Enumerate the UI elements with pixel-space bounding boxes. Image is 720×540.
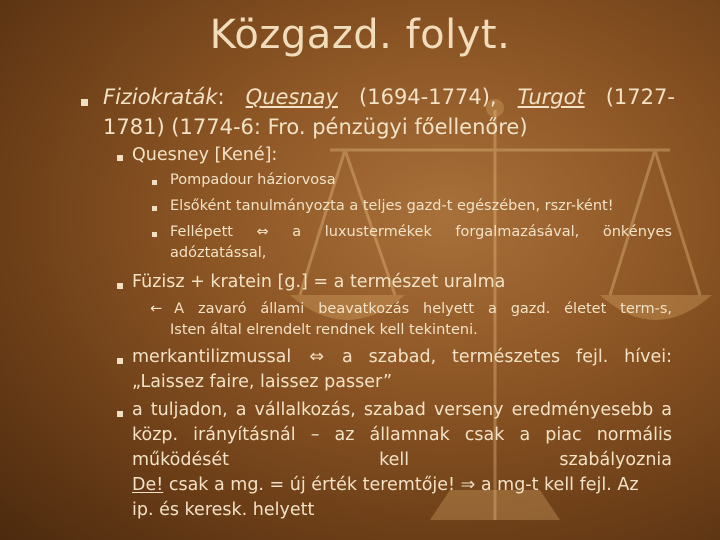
word: forgalmazásával, xyxy=(455,224,580,240)
quesnay-years: (1694-1774), xyxy=(359,85,497,109)
word: merkantilizmussal xyxy=(132,347,292,367)
bullet-square-icon xyxy=(152,180,157,185)
word: kell xyxy=(379,450,410,470)
bullet-square-icon xyxy=(152,206,157,211)
word: csak a mg. = új érték teremtője! xyxy=(163,475,461,495)
de-emphasis: De! xyxy=(132,475,164,495)
quesnay-link[interactable]: Quesnay xyxy=(245,85,338,109)
word: szabályoznia xyxy=(559,450,672,470)
bullet-physiocrats xyxy=(103,85,675,109)
right-double-arrow-icon: ⇒ xyxy=(460,475,476,495)
item-opposed xyxy=(170,224,672,240)
mercantilism-line1 xyxy=(132,347,672,367)
word: a szabad, természetes fejl. hívei: xyxy=(341,347,672,367)
note-line1 xyxy=(150,301,672,317)
turgot-years: (1727- xyxy=(605,85,675,109)
bullet-square-icon xyxy=(117,358,123,364)
bullet-square-icon xyxy=(117,411,123,417)
slide-title: Közgazd. folyt. xyxy=(209,12,511,58)
note-text: A zavaró állami beavatkozás helyett a gazd. életet term-s, xyxy=(174,301,672,317)
bullet-square-icon xyxy=(81,99,88,106)
quesney-heading: Quesney [Kené]: xyxy=(132,145,278,165)
physiocrats-term: Fiziokraták xyxy=(103,85,218,109)
word: a xyxy=(292,224,302,240)
fuzisz-kratein: Füzisz + kratein [g.] = a természet uralma xyxy=(132,272,506,292)
property-line5: ip. és keresk. helyett xyxy=(132,500,315,520)
item-pompadour: Pompadour háziorvosa xyxy=(170,172,336,188)
double-arrow-icon: ⇔ xyxy=(256,224,269,240)
turgot-link[interactable]: Turgot xyxy=(517,85,585,109)
property-line3 xyxy=(132,450,672,470)
property-line2: közp. irányításnál – az államnak csak a piac normális xyxy=(132,425,672,445)
item-opposed-line2: adóztatással, xyxy=(170,245,267,261)
double-arrow-icon: ⇔ xyxy=(309,347,324,367)
word: önkényes xyxy=(602,224,672,240)
bullet-square-icon xyxy=(117,283,123,289)
physiocrats-line2: 1781) (1774-6: Fro. pénzügyi főellenőre) xyxy=(103,115,528,139)
laissez-faire: „Laissez faire, laissez passer” xyxy=(132,372,393,392)
word: Fellépett xyxy=(170,224,233,240)
word: luxustermékek xyxy=(324,224,432,240)
word: működését xyxy=(132,450,229,470)
bullet-square-icon xyxy=(117,155,123,161)
item-first-studied: Elsőként tanulmányozta a teljes gazd-t egészében, rszr-ként! xyxy=(170,198,614,214)
property-line1: a tuljadon, a vállalkozás, szabad verseny eredményesebb a xyxy=(132,400,672,420)
word: a mg-t kell fejl. Az xyxy=(475,475,639,495)
property-line4 xyxy=(132,475,639,495)
colon: : xyxy=(217,85,225,109)
note-line2: Isten által elrendelt rendnek kell tekinteni. xyxy=(170,322,478,338)
bullet-square-icon xyxy=(152,232,157,237)
left-arrow-icon: ← xyxy=(150,301,163,317)
